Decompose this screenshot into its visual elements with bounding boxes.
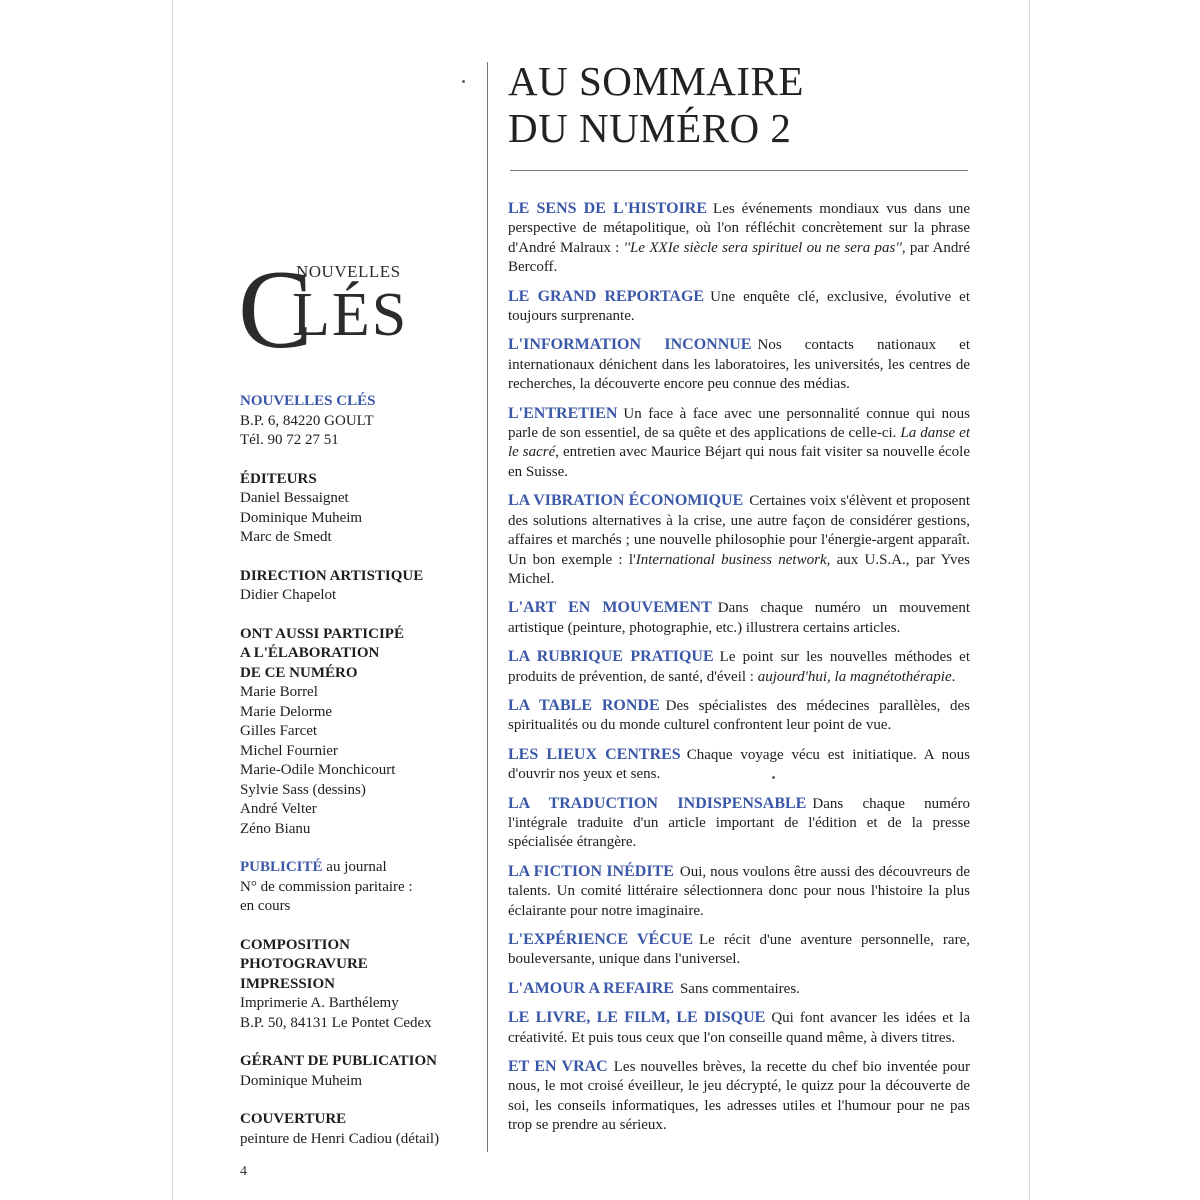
toc-entry-text: Certaines voix s'élèvent et proposent des solutions alternatives à la crise, une autre façon de considérer gestions, affaires et marchés ; une nouvelle philosophie pour l'énergie-argent apparaît. Un bon exemple : l' (508, 493, 970, 568)
toc-entry (508, 1008, 970, 1048)
toc-entry-heading: L'ENTRETIEN (508, 404, 618, 422)
cover-heading: COUVERTURE (240, 1111, 347, 1127)
art-direction-block (240, 567, 480, 606)
toc-entry-italic: aujourd'hui, la magnétothérapie (757, 668, 952, 685)
contributor-name: Sylvie Sass (dessins) (240, 781, 366, 798)
toc-entry-text: Dans chaque numéro l'intégrale traduite d'un article important de l'édition et de la presse spécialisée étrangère. (508, 795, 971, 851)
manager-name: Dominique Muheim (240, 1072, 363, 1089)
toc-entry-text: Un face à face avec une personnalité connue qui nous parle de son essentiel, de sa quête et des applications de celle-ci. (508, 405, 970, 442)
printer-address: B.P. 50, 84131 Le Pontet Cedex (240, 1014, 432, 1031)
toc-entry (508, 199, 970, 278)
toc-entry-tail: , entretien avec Maurice Béjart qui nous fait visiter sa nouvelle école en Suisse. (508, 444, 970, 480)
toc-entry (508, 794, 970, 853)
toc-entry-heading: ET EN VRAC (508, 1058, 608, 1076)
cover-block (240, 1110, 480, 1149)
toc-entry (508, 862, 970, 921)
credits-column (240, 392, 480, 1168)
commission-status: en cours (240, 898, 291, 914)
print-speck (462, 80, 465, 83)
toc-entry-text: Des spécialistes des médecines parallèles, des spiritualités ou du monde culturel confrontent leur point de vue. (508, 697, 971, 734)
toc-entry-heading: LA TRADUCTION INDISPENSABLE (508, 794, 807, 812)
toc-entry-text: Chaque voyage vécu est initiatique. A nous d'ouvrir nos yeux et sens. (508, 746, 970, 783)
toc-entry (508, 598, 970, 638)
editor-name: Daniel Bessaignet (240, 490, 349, 506)
toc-entry (508, 696, 970, 736)
contributor-name: Marie Delorme (240, 703, 333, 720)
title-divider (510, 170, 968, 171)
toc-entry-heading: LE GRAND REPORTAGE (508, 287, 705, 305)
contributor-name: André Velter (240, 801, 317, 817)
toc-entry-heading: L'EXPÉRIENCE VÉCUE (508, 931, 694, 948)
toc-entry-heading: LE LIVRE, LE FILM, LE DISQUE (508, 1009, 766, 1027)
toc-entry-heading: L'ART EN MOUVEMENT (508, 599, 712, 617)
commission-line: N° de commission paritaire : (240, 878, 413, 895)
toc-entry-text: Sans commentaires. (679, 980, 800, 997)
editors-block (240, 470, 480, 548)
toc-entry-heading: LA VIBRATION ÉCONOMIQUE (508, 492, 744, 510)
toc-entry (508, 287, 970, 327)
toc-entry-heading: LE SENS DE L'HISTOIRE (508, 200, 708, 217)
print-speck (772, 776, 775, 779)
phone-line: Tél. 90 72 27 51 (240, 432, 339, 448)
contributor-name: Marie-Odile Monchicourt (240, 762, 396, 778)
toc-entry-heading: LA TABLE RONDE (508, 696, 660, 714)
title-line-2: DU NUMÉRO 2 (508, 105, 792, 151)
advertising-suffix: au journal (322, 859, 387, 875)
toc-entry-heading: L'INFORMATION INCONNUE (508, 336, 752, 354)
manager-block (240, 1052, 480, 1091)
toc-entry-italic: La danse et le sacré (508, 425, 970, 461)
toc-entry (508, 335, 970, 394)
toc-entry-heading: L'AMOUR A REFAIRE (508, 979, 674, 997)
contributors-heading: A L'ÉLABORATION (240, 645, 380, 661)
address-heading: NOUVELLES CLÉS (240, 393, 376, 409)
contributors-block (240, 625, 480, 840)
toc-entry-italic: ''Le XXIe siècle sera spirituel ou ne sera pas'' (623, 239, 902, 256)
logo-initial: C (238, 248, 313, 372)
column-divider (487, 62, 488, 1152)
contributor-name: Gilles Farcet (240, 723, 318, 739)
toc-entry-text: Les événements mondiaux vus dans une perspective de métapolitique, où l'on réfléchit concrètement sur la phrase d'André Malraux : (508, 201, 970, 256)
toc-entry-heading: LA RUBRIQUE PRATIQUE (508, 648, 714, 666)
toc-entry (508, 979, 970, 999)
editor-name: Marc de Smedt (240, 529, 332, 545)
contributor-name: Marie Borrel (240, 684, 318, 700)
toc-entry (508, 745, 970, 785)
toc-entry-text: Qui font avancer les idées et la créativité. Et puis tous ceux que l'on conseille quand même, à divers titres. (508, 1010, 970, 1046)
production-heading: IMPRESSION (240, 975, 336, 992)
production-heading: COMPOSITION (240, 936, 351, 953)
cover-credit: peinture de Henri Cadiou (détail) (240, 1130, 440, 1147)
production-block (240, 936, 480, 1034)
toc-entry-heading: LA FICTION INÉDITE (508, 862, 674, 880)
address-line: B.P. 6, 84220 GOULT (240, 412, 374, 429)
title-line-1: AU SOMMAIRE (508, 58, 804, 104)
contributors-heading: ONT AUSSI PARTICIPÉ (240, 625, 404, 642)
toc-entry-text: Le récit d'une aventure personnelle, rare, bouleversante, unique dans l'universel. (508, 932, 970, 968)
toc-entry (508, 491, 970, 589)
address-block (240, 392, 480, 451)
page-number: 4 (240, 1164, 247, 1179)
toc-entry-tail: . (951, 668, 956, 685)
toc-entry-tail: , aux U.S.A., par Yves Michel. (508, 551, 971, 587)
toc-entry-text: Oui, nous voulons être aussi des découvreurs de talents. Un comité littéraire sélectionnera donc pour nous l'histoire la plus éclairante pour notre imaginaire. (508, 863, 971, 919)
manager-heading: GÉRANT DE PUBLICATION (240, 1053, 437, 1069)
toc-entry (508, 404, 970, 483)
logo-top-word: NOUVELLES (296, 262, 401, 281)
toc-entry-text: Le point sur les nouvelles méthodes et produits de prévention, de santé, d'éveil : (508, 649, 971, 685)
toc-entry (508, 647, 970, 687)
toc-entry (508, 1057, 970, 1136)
toc-entry-italic: International business network (635, 551, 827, 568)
table-of-contents (508, 199, 970, 1145)
toc-entry-text: Nos contacts nationaux et internationaux dénichent dans les laboratoires, les universités, les centres de recherches, la découverte encore peu connue des médias. (508, 337, 970, 393)
contributor-name: Zéno Bianu (240, 820, 311, 837)
toc-entry-heading: LES LIEUX CENTRES (508, 745, 681, 763)
page-title (508, 58, 804, 152)
toc-entry-text: Les nouvelles brèves, la recette du chef bio inventée pour nous, le mot croisé éveilleur, le jeu décrypté, le quizz pour la découverte de soi, les conseils informatiques, les adresses utiles et l'humour pour ne pas trop se prendre au sérieux. (508, 1059, 970, 1134)
editors-heading: ÉDITEURS (240, 470, 317, 487)
advertising-heading: PUBLICITÉ (240, 859, 323, 875)
production-heading: PHOTOGRAVURE (240, 956, 368, 972)
printer-name: Imprimerie A. Barthélemy (240, 995, 399, 1011)
logo-main-word: LÉS (292, 281, 409, 349)
nouvelles-cles-logo (238, 248, 409, 382)
art-director-name: Didier Chapelot (240, 587, 337, 603)
art-direction-heading: DIRECTION ARTISTIQUE (240, 567, 424, 584)
toc-entry-text: Une enquête clé, exclusive, évolutive et toujours surprenante. (508, 288, 971, 325)
contributor-name: Michel Fournier (240, 742, 338, 759)
editor-name: Dominique Muheim (240, 509, 363, 526)
advertising-block (240, 858, 480, 917)
contributors-heading: DE CE NUMÉRO (240, 664, 358, 681)
toc-entry-tail: , par André Bercoff. (508, 239, 971, 276)
toc-entry (508, 930, 970, 970)
toc-entry-text: Dans chaque numéro un mouvement artistique (peinture, photographie, etc.) illustrera certains articles. (508, 600, 970, 636)
